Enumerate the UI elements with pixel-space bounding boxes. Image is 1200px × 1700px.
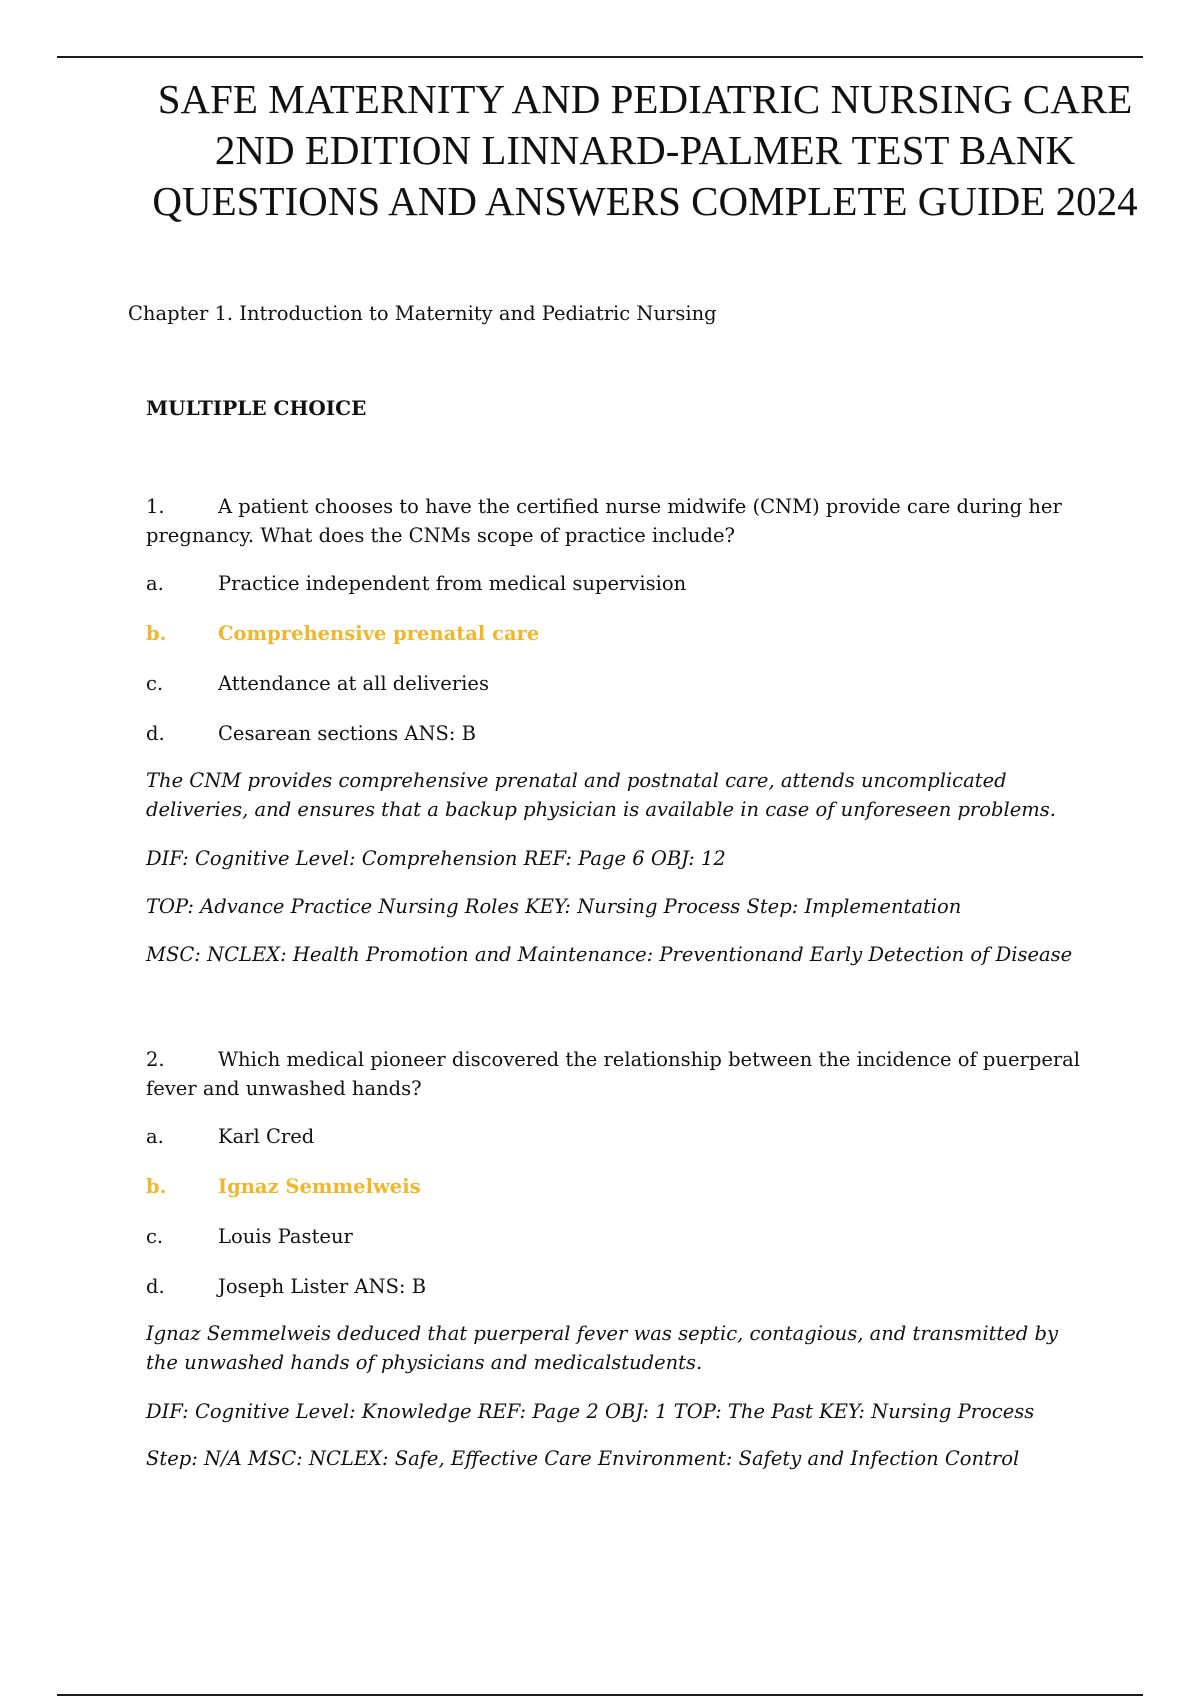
- section-heading: MULTIPLE CHOICE: [146, 396, 367, 420]
- top-rule: [57, 56, 1143, 58]
- question-2: [146, 1045, 1086, 1491]
- question-text: Which medical pioneer discovered the relationship between the incidence of puerperal fever and unwashed hands?: [146, 1048, 1081, 1100]
- option-text: Louis Pasteur: [218, 1225, 353, 1248]
- option-a: [146, 569, 1086, 598]
- meta-line: Step: N/A MSC: NCLEX: Safe, Effective Care Environment: Safety and Infection Control: [146, 1447, 1020, 1470]
- answer-options: [146, 569, 1086, 748]
- meta-line: DIF: Cognitive Level: Knowledge REF: Page 2 OBJ: 1 TOP: The Past KEY: Nursing Process: [146, 1400, 1035, 1423]
- option-text: Ignaz Semmelweis: [218, 1175, 421, 1198]
- question-stem: [146, 492, 1086, 550]
- option-c: [146, 1222, 1086, 1251]
- option-text: Joseph Lister ANS: B: [218, 1275, 427, 1298]
- question-number: 2.: [146, 1048, 165, 1071]
- question-text: A patient chooses to have the certified nurse midwife (CNM) provide care during her pregnancy. What does the CNMs scope of practice include?: [146, 495, 1062, 547]
- option-a: [146, 1122, 1086, 1151]
- option-letter: a.: [146, 1125, 164, 1148]
- option-letter: d.: [146, 722, 165, 745]
- meta-line: DIF: Cognitive Level: Comprehension REF: Page 6 OBJ: 12: [146, 847, 726, 870]
- document-title: SAFE MATERNITY AND PEDIATRIC NURSING CARE 2ND EDITION LINNARD-PALMER TEST BANK QUESTIONS AND ANSWERS COMPLETE GUIDE 2024: [152, 76, 1138, 224]
- option-text: Attendance at all deliveries: [218, 672, 489, 695]
- chapter-heading: Chapter 1. Introduction to Maternity and Pediatric Nursing: [128, 302, 717, 325]
- option-text: Karl Cred: [218, 1125, 315, 1148]
- option-letter: a.: [146, 572, 164, 595]
- option-letter: b.: [146, 1175, 167, 1198]
- option-d: [146, 719, 1086, 748]
- option-b-correct: [146, 619, 1086, 648]
- question-number: 1.: [146, 495, 165, 518]
- option-d: [146, 1272, 1086, 1301]
- option-letter: c.: [146, 1225, 164, 1248]
- bottom-rule: [57, 1694, 1143, 1696]
- option-c: [146, 669, 1086, 698]
- meta-line: TOP: Advance Practice Nursing Roles KEY: Nursing Process Step: Implementation: [146, 895, 962, 918]
- option-b-correct: [146, 1172, 1086, 1201]
- meta-line: MSC: NCLEX: Health Promotion and Maintenance: Preventionand Early Detection of Disease: [146, 943, 1073, 966]
- option-letter: b.: [146, 622, 167, 645]
- option-letter: c.: [146, 672, 164, 695]
- option-text: Comprehensive prenatal care: [218, 622, 540, 645]
- option-text: Practice independent from medical supervision: [218, 572, 687, 595]
- question-1: [146, 492, 1086, 988]
- rationale: Ignaz Semmelweis deduced that puerperal fever was septic, contagious, and transmitted by the unwashed hands of physicians and medicalstudents.: [146, 1322, 1058, 1374]
- rationale: The CNM provides comprehensive prenatal and postnatal care, attends uncomplicated deliveries, and ensures that a backup physician is available in case of unforeseen problems.: [146, 769, 1056, 821]
- question-stem: [146, 1045, 1086, 1103]
- answer-options: [146, 1122, 1086, 1301]
- option-text: Cesarean sections ANS: B: [218, 722, 476, 745]
- option-letter: d.: [146, 1275, 165, 1298]
